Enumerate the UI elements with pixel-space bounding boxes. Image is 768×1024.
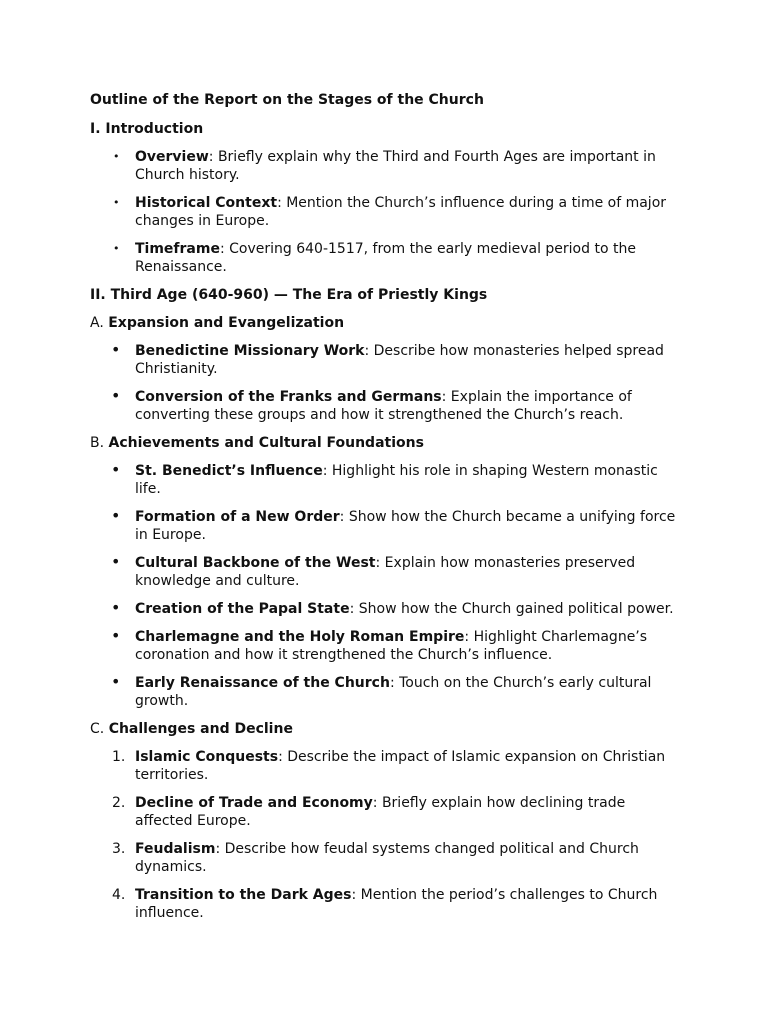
subsection-prefix: A. [90,315,109,331]
item-text: : Describe how monasteries helped spread Christianity. [135,343,664,377]
subsection-heading-a [90,314,680,332]
item-text: : Explain the importance of converting these groups and how it strengthened the Church’s reach. [135,389,632,423]
expansion-list [90,342,680,424]
item-term: Cultural Backbone of the West [135,555,376,571]
bullet-icon: • [113,242,120,255]
list-number: 1. [112,749,126,765]
list-item [90,674,680,710]
item-text: : Describe the impact of Islamic expansion on Christian territories. [135,749,666,783]
bullet-icon: • [111,460,121,479]
list-item [90,462,680,498]
list-number: 4. [112,887,126,903]
item-term: Overview [135,149,209,165]
item-term: Early Renaissance of the Church [135,675,390,691]
bullet-icon: • [111,552,121,571]
item-text: : Explain how monasteries preserved knowledge and culture. [135,555,636,589]
list-item [90,628,680,664]
subsection-heading-b [90,434,680,452]
list-item [90,840,680,876]
subsection-title: Expansion and Evangelization [108,315,345,331]
document-body [90,91,680,922]
subsection-heading-c [90,720,680,738]
bullet-icon: • [111,506,121,525]
item-text: : Show how the Church became a unifying force in Europe. [135,509,676,543]
item-text: : Touch on the Church’s early cultural growth. [135,675,652,709]
item-term: Charlemagne and the Holy Roman Empire [135,629,465,645]
bullet-icon: • [111,626,121,645]
challenges-list [90,748,680,922]
item-term: Creation of the Papal State [135,601,350,617]
item-text: : Briefly explain why the Third and Fourth Ages are important in Church history. [135,149,656,183]
bullet-icon: • [111,598,121,617]
item-text: : Highlight Charlemagne’s coronation and how it strengthened the Church’s influence. [135,629,648,663]
list-item [90,554,680,590]
item-term: Timeframe [135,241,220,257]
item-term: Historical Context [135,195,278,211]
item-term: Formation of a New Order [135,509,340,525]
item-text: : Show how the Church gained political power. [349,601,674,617]
introduction-list [90,148,680,276]
document-title: Outline of the Report on the Stages of the Church [90,92,484,108]
list-item [90,508,680,544]
list-item [90,194,680,230]
bullet-icon: • [111,340,121,359]
item-text: : Describe how feudal systems changed political and Church dynamics. [135,841,639,875]
item-text: : Highlight his role in shaping Western monastic life. [135,463,658,497]
subsection-title: Achievements and Cultural Foundations [108,435,424,451]
item-term: Transition to the Dark Ages [135,887,352,903]
list-item [90,748,680,784]
item-text: : Mention the Church’s influence during a time of major changes in Europe. [135,195,667,229]
achievements-list [90,462,680,710]
item-text: : Covering 640-1517, from the early medieval period to the Renaissance. [135,241,636,275]
item-term: St. Benedict’s Influence [135,463,323,479]
item-text: : Mention the period’s challenges to Church influence. [135,887,658,921]
item-term: Decline of Trade and Economy [135,795,373,811]
list-item [90,148,680,184]
item-term: Conversion of the Franks and Germans [135,389,442,405]
bullet-icon: • [111,386,121,405]
list-item [90,388,680,424]
bullet-icon: • [113,196,120,209]
item-term: Islamic Conquests [135,749,279,765]
subsection-prefix: B. [90,435,109,451]
list-item [90,342,680,378]
list-number: 3. [112,841,126,857]
subsection-prefix: C. [90,721,109,737]
list-item [90,600,680,618]
list-item [90,240,680,276]
list-number: 2. [112,795,126,811]
bullet-icon: • [113,150,120,163]
section-heading-introduction: I. Introduction [90,121,204,137]
section-heading-third-age: II. Third Age (640-960) — The Era of Priestly Kings [90,287,488,303]
item-term: Benedictine Missionary Work [135,343,365,359]
item-term: Feudalism [135,841,216,857]
bullet-icon: • [111,672,121,691]
subsection-title: Challenges and Decline [108,721,293,737]
list-item [90,886,680,922]
list-item [90,794,680,830]
item-text: : Briefly explain how declining trade affected Europe. [135,795,626,829]
